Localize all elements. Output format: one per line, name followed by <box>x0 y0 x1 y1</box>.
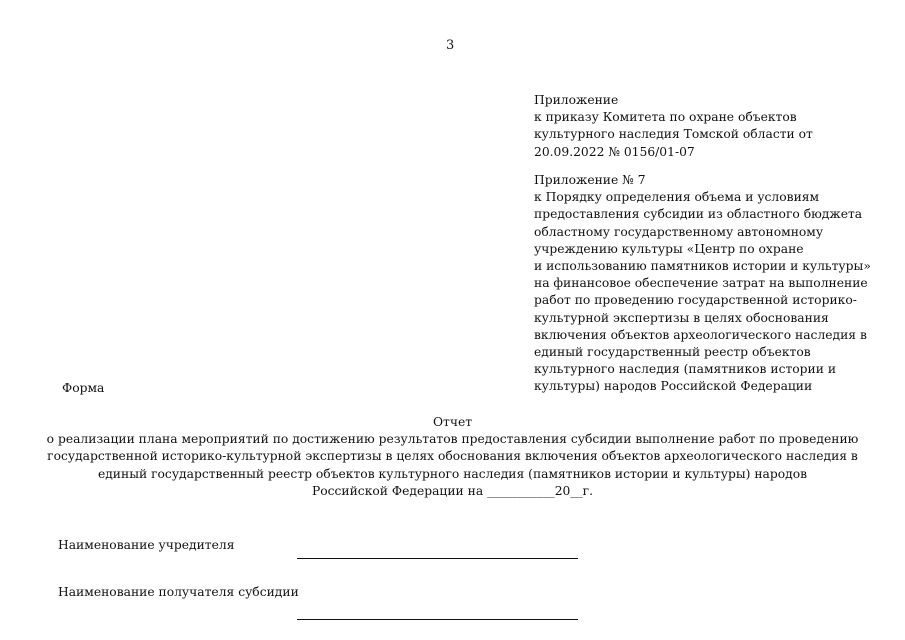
annex-seven-line: культурного наследия (памятников истории и <box>534 362 837 377</box>
annex-seven-line: и использованию памятников истории и культуры» <box>534 259 871 274</box>
annex-seven-line: культуры) народов Российской Федерации <box>534 379 813 394</box>
founder-name-label: Наименование учредителя <box>58 538 235 552</box>
annex-seven-line: Приложение № 7 <box>534 173 646 187</box>
annex-seven-line: на финансовое обеспечение затрат на выполнение <box>534 276 868 291</box>
annex-seven-reference <box>534 172 871 396</box>
subsidy-recipient-field[interactable] <box>297 619 578 620</box>
annex-seven-line: к Порядку определения объема и условиям <box>534 190 820 205</box>
report-subtitle-line: о реализации плана мероприятий по достижению результатов предоставления субсидии выполнение работ по проведению <box>46 432 859 447</box>
report-date-line: Российской Федерации на ___________20__г. <box>311 483 594 498</box>
report-title: Отчет <box>432 415 473 429</box>
page-number: 3 <box>446 38 455 53</box>
subsidy-recipient-label: Наименование получателя субсидии <box>58 585 299 599</box>
report-title-block <box>0 414 905 500</box>
annex-seven-line: работ по проведению государственной историко- <box>534 293 857 308</box>
annex-order-line: к приказу Комитета по охране объектов <box>534 110 797 125</box>
report-subtitle-line: государственной историко-культурной экспертизы в целях обоснования включения объектов археологического наследия в <box>47 449 858 464</box>
annex-seven-line: включения объектов археологического наследия в <box>534 327 867 342</box>
annex-order-line: культурного наследия Томской области от <box>534 127 813 142</box>
annex-seven-line: предоставления субсидии из областного бюджета <box>534 207 863 222</box>
report-subtitle-line: единый государственный реестр объектов культурного наследия (памятников истории и культуры) народов <box>97 466 808 481</box>
form-label: Форма <box>62 381 105 395</box>
annex-order-reference <box>534 92 854 161</box>
annex-seven-line: областному государственному автономному <box>534 224 824 239</box>
founder-name-field[interactable] <box>297 558 578 559</box>
annex-seven-line: учреждению культуры «Центр по охране <box>534 241 804 256</box>
annex-order-line: 20.09.2022 № 0156/01-07 <box>534 144 695 159</box>
annex-order-line: Приложение <box>534 93 619 107</box>
annex-seven-line: единый государственный реестр объектов <box>534 345 811 360</box>
annex-seven-line: культурной экспертизы в целях обоснования <box>534 310 829 325</box>
